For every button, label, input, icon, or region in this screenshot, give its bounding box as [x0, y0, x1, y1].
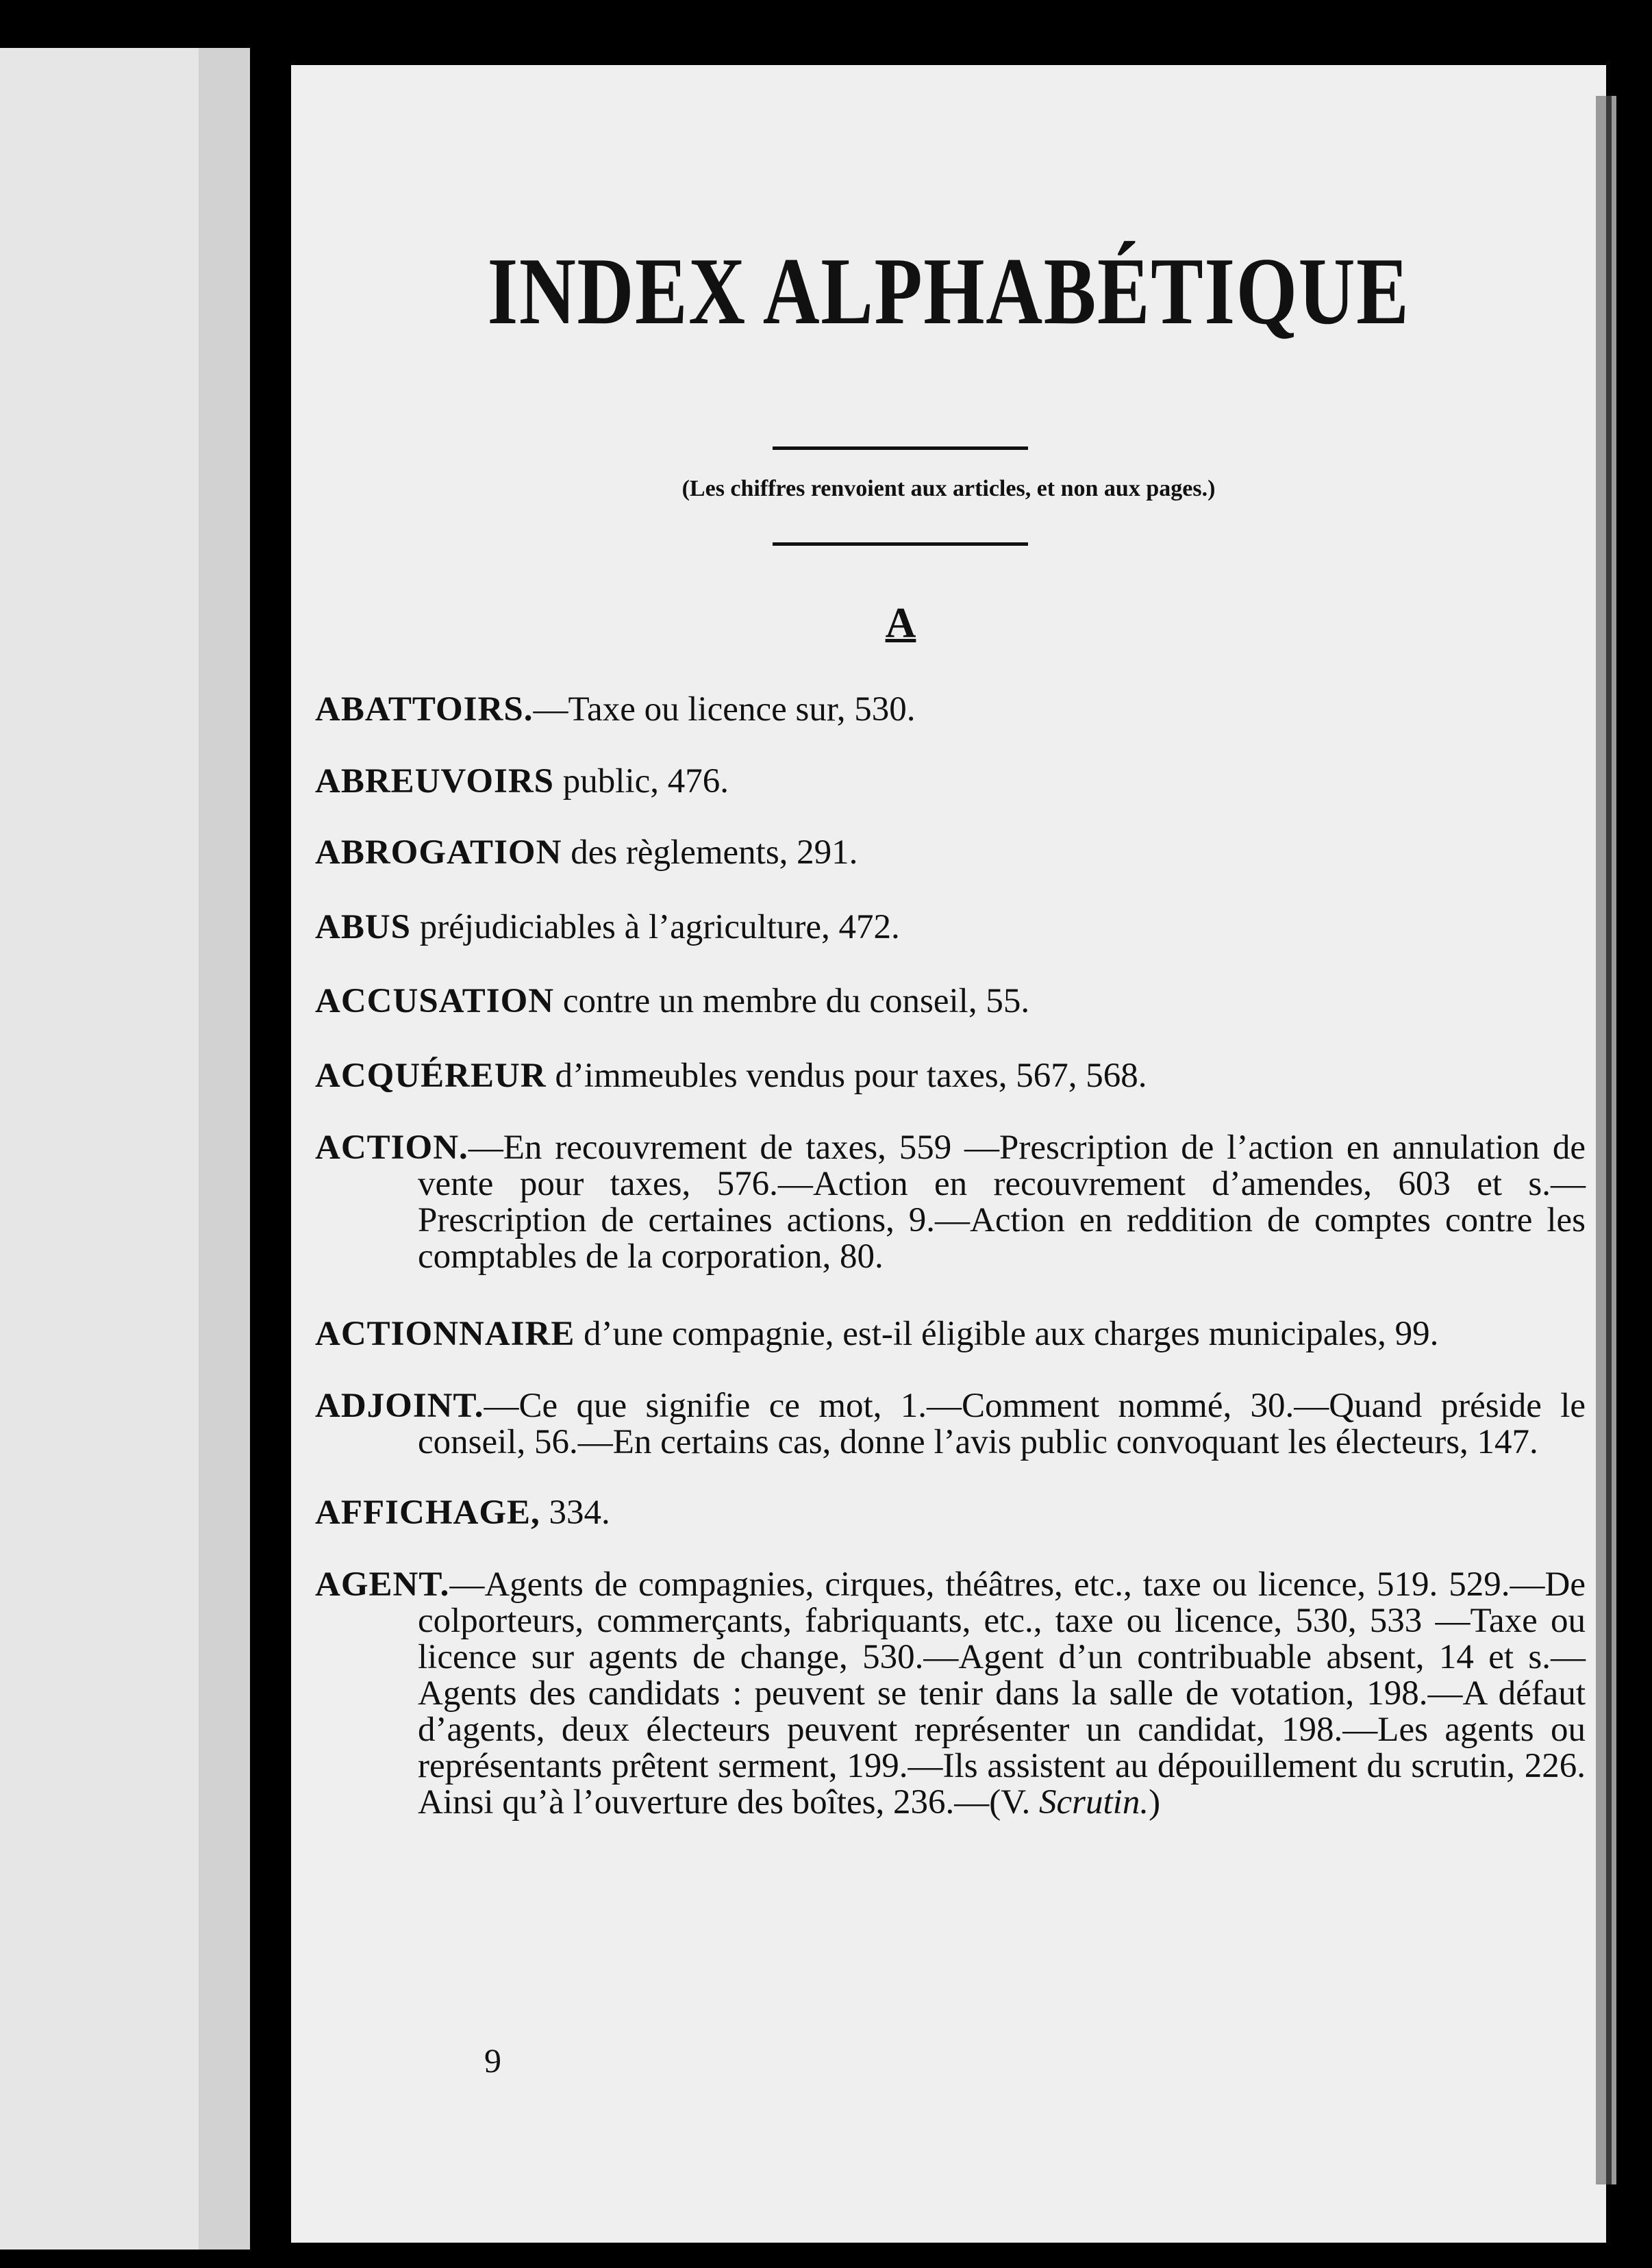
- entry-head: ACTIONNAIRE: [315, 1315, 575, 1353]
- index-page: [291, 65, 1606, 2243]
- entry-head: ABUS: [315, 908, 412, 946]
- index-entry: [315, 692, 1586, 728]
- index-entry: [315, 1130, 1586, 1275]
- entry-head: AGENT.: [315, 1565, 450, 1604]
- entry-head: AFFICHAGE,: [315, 1494, 540, 1532]
- entry-head: ABROGATION: [315, 833, 562, 872]
- index-entry: [315, 909, 1586, 946]
- entry-text: préjudiciables à l’agriculture, 472.: [419, 908, 900, 946]
- title-rule-bottom: [773, 542, 1028, 546]
- entry-text: public, 476.: [562, 762, 729, 801]
- cross-reference: Scrutin.: [1039, 1783, 1149, 1822]
- reference-note: (Les chiffres renvoient aux articles, et non aux pages.): [681, 476, 1216, 501]
- page-title: INDEX ALPHABÉTIQUE: [487, 238, 1410, 344]
- index-entry: [315, 983, 1586, 1020]
- index-entry: [315, 835, 1586, 871]
- entry-text: contre un membre du conseil, 55.: [562, 982, 1030, 1020]
- entry-text-tail: ): [1149, 1783, 1161, 1822]
- page-gutter-shadow: [199, 48, 250, 2250]
- entry-text: —Taxe ou licence sur, 530.: [533, 690, 916, 729]
- page-number: 9: [484, 2041, 501, 2080]
- entry-text: —Ce que signifie ce mot, 1.—Comment nommé, 30.—Quand préside le conseil, 56.—En certains cas, donne l’avis public convoquant les électeurs, 147.: [418, 1387, 1586, 1461]
- page-fore-edge-shadow: [1606, 96, 1612, 2184]
- index-entry: [315, 764, 1586, 800]
- entry-head: ACQUÉREUR: [315, 1057, 547, 1095]
- index-entry: [315, 1567, 1586, 1821]
- entry-head: ACCUSATION: [315, 982, 555, 1020]
- entry-text: d’immeubles vendus pour taxes, 567, 568.: [555, 1057, 1147, 1095]
- entry-text: 334.: [549, 1494, 610, 1532]
- entry-head: ABREUVOIRS: [315, 762, 555, 801]
- entry-head: ABATTOIRS.: [315, 690, 534, 729]
- index-entry: [315, 1058, 1586, 1094]
- entry-text: —En recouvrement de taxes, 559 —Prescription de l’action en annulation de vente pour taxes, 576.—Action en recouvrement d’amendes, 603 et s.—Prescription de certaines actions, 9.—Action en reddition de comptes contre les comptables de la corporation, 80.: [418, 1129, 1586, 1276]
- index-entry: [315, 1316, 1586, 1352]
- index-entries: [315, 692, 1586, 1859]
- entry-head: ADJOINT.: [315, 1387, 484, 1425]
- section-letter: A: [885, 600, 916, 646]
- entry-head: ACTION.: [315, 1129, 468, 1167]
- entry-text: d’une compagnie, est-il éligible aux charges municipales, 99.: [584, 1315, 1439, 1353]
- title-rule-top: [773, 446, 1028, 450]
- index-entry: [315, 1388, 1586, 1461]
- entry-text: des règlements, 291.: [571, 833, 858, 872]
- entry-text: —Agents de compagnies, cirques, théâtres, etc., taxe ou licence, 519. 529.—De colporteurs, commerçants, fabriquants, etc., taxe ou licence, 530, 533 —Taxe ou licence sur agents de change, 530.—Agent d’un contribuable absent, 14 et s.—Agents des candidats : peuvent se tenir dans la salle de votation, 198.—A défaut d’agents, deux électeurs peuvent représenter un candidat, 198.—Les agents ou représentants prêtent serment, 199.—Ils assistent au dépouillement du scrutin, 226. Ainsi qu’à l’ouverture des boîtes, 236.—(V.: [418, 1565, 1586, 1822]
- index-entry: [315, 1495, 1586, 1531]
